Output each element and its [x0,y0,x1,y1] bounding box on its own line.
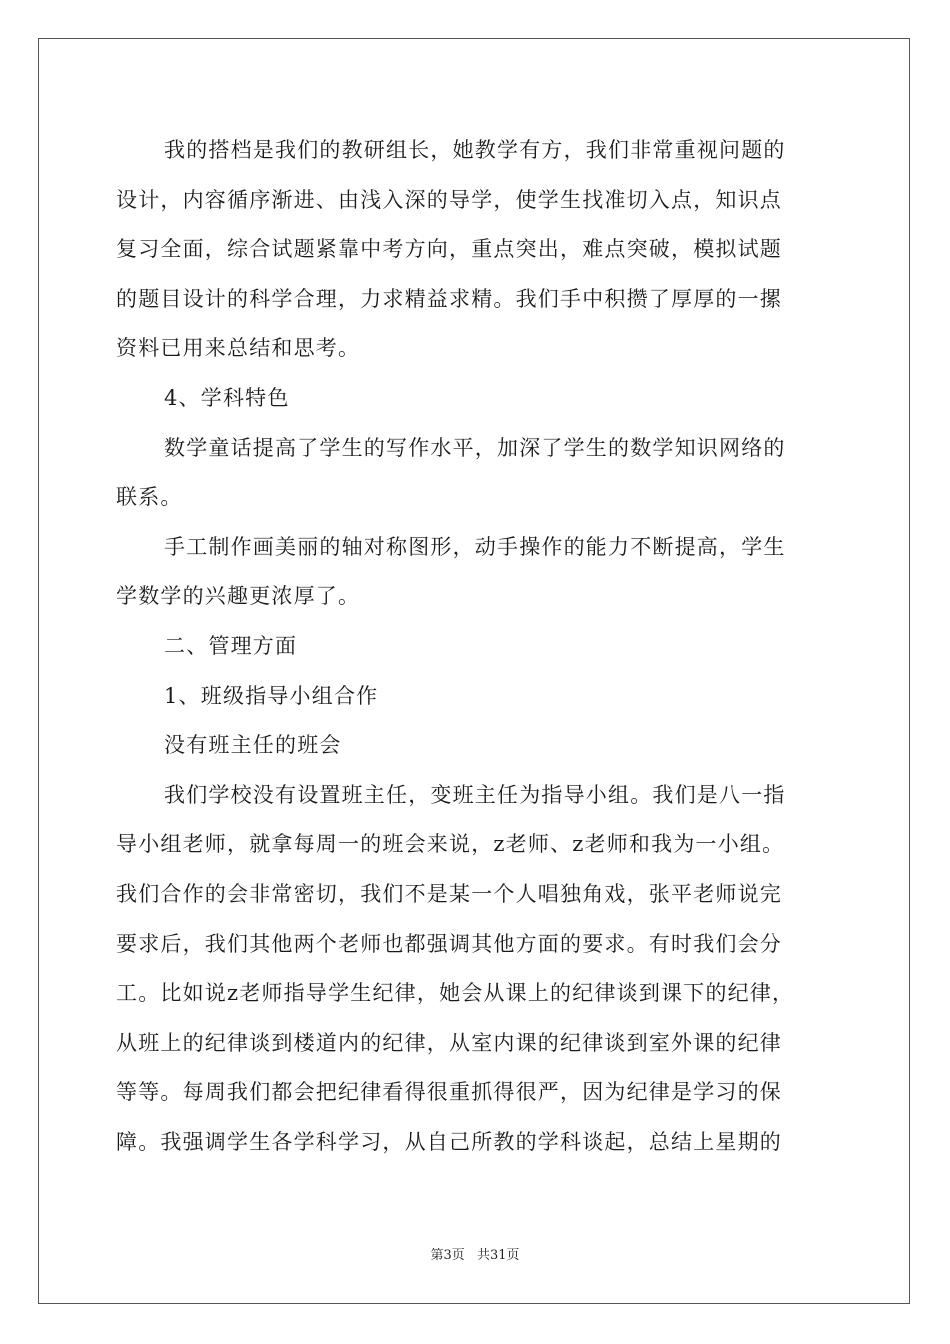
text-line: 二、管理方面 [164,633,298,658]
page-number: 第3页 [430,1248,465,1263]
text-line: 数学童话提高了学生的写作水平，加深了学生的数学知识网络的 [164,435,786,460]
text-line: 手工制作画美丽的轴对称图形，动手操作的能力不断提高，学生 [164,534,786,559]
text-line: 资料已用来总结和思考。 [116,336,361,361]
text-line: 4、学科特色 [164,385,290,410]
text-line: 我们学校没有设置班主任，变班主任为指导小组。我们是八一指 [164,782,786,807]
text-line: 没有班主任的班会 [164,733,342,758]
text-line: 要求后，我们其他两个老师也都强调其他方面的要求。有时我们会分 [116,931,782,956]
text-line: 联系。 [116,485,183,510]
text-line: 我们合作的会非常密切，我们不是某一个人唱独角戏，张平老师说完 [116,881,782,906]
text-line: 学数学的兴趣更浓厚了。 [116,584,361,609]
text-line: 工。比如说z老师指导学生纪律，她会从课上的纪律谈到课下的纪律， [116,981,795,1006]
text-line: 障。我强调学生各学科学习，从自己所教的学科谈起，总结上星期的 [116,1129,782,1154]
text-line: 从班上的纪律谈到楼道内的纪律，从室内课的纪律谈到室外课的纪律 [116,1030,782,1055]
page-total: 共31页 [476,1248,520,1263]
text-line: 复习全面，综合试题紧靠中考方向，重点突出，难点突破，模拟试题 [116,237,782,262]
text-line: 的题目设计的科学合理，力求精益求精。我们手中积攒了厚厚的一摞 [116,286,782,311]
text-line: 1、班级指导小组合作 [164,683,379,708]
text-line: 导小组老师，就拿每周一的班会来说，z老师、z老师和我为一小组。 [116,832,785,857]
text-line: 等等。每周我们都会把纪律看得很重抓得很严，因为纪律是学习的保 [116,1080,782,1105]
page-footer [0,1247,950,1265]
text-line: 我的搭档是我们的教研组长，她教学有方，我们非常重视问题的 [164,138,786,162]
document-body [116,126,836,1167]
text-line: 设计，内容循序渐进、由浅入深的导学，使学生找准切入点，知识点 [116,187,782,212]
